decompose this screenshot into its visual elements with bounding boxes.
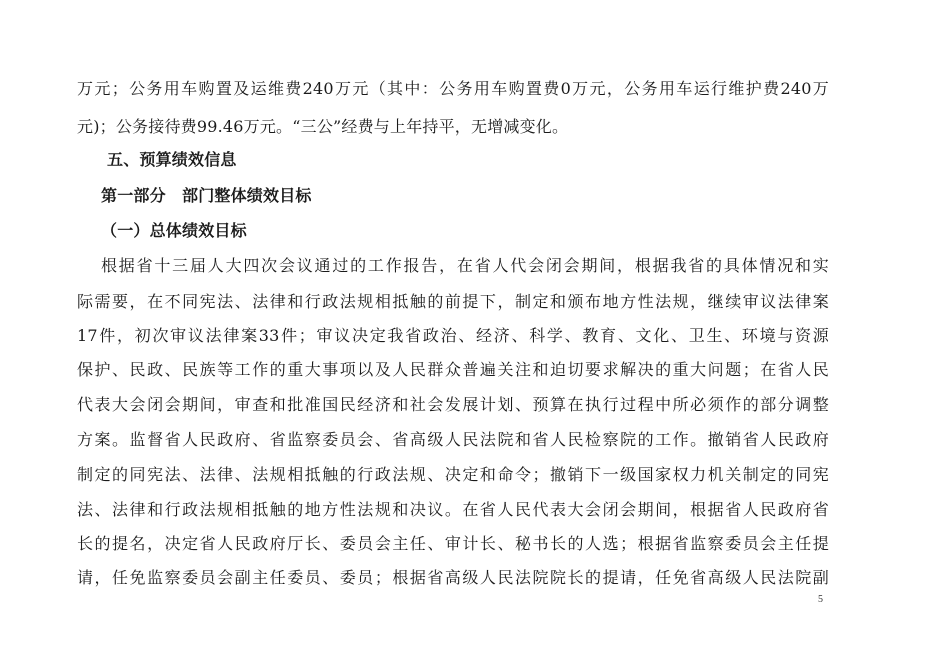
part-heading: 第一部分 部门整体绩效目标: [101, 186, 312, 205]
paragraph-line: 保护、民政、民族等工作的重大事项以及人民群众普遍关注和迫切要求解决的重大问题；在省人民: [77, 360, 829, 379]
subsection-heading: （一）总体绩效目标: [101, 221, 247, 240]
paragraph-line: 根据省十三届人大四次会议通过的工作报告，在省人代会闭会期间，根据我省的具体情况和实: [101, 256, 829, 275]
paragraph-line: 请，任免监察委员会副主任委员、委员；根据省高级人民法院院长的提请，任免省高级人民法院副: [77, 568, 829, 587]
paragraph-line: 方案。监督省人民政府、省监察委员会、省高级人民法院和省人民检察院的工作。撤销省人民政府: [77, 430, 829, 449]
text-line: 元)；公务接待费99.46万元。“三公”经费与上年持平，无增减变化。: [77, 117, 569, 136]
text-line: 万元；公务用车购置及运维费240万元（其中：公务用车购置费0万元，公务用车运行维护费240万: [77, 79, 829, 98]
paragraph-line: 长的提名，决定省人民政府厅长、委员会主任、审计长、秘书长的人选；根据省监察委员会主任提: [77, 534, 829, 553]
paragraph-line: 17件，初次审议法律案33件；审议决定我省政治、经济、科学、教育、文化、卫生、环境与资源: [77, 326, 829, 345]
paragraph-line: 法、法律和行政法规相抵触的地方性法规和决议。在省人民代表大会闭会期间，根据省人民政府省: [77, 500, 829, 519]
page-number: 5: [818, 594, 823, 605]
paragraph-line: 代表大会闭会期间，审查和批准国民经济和社会发展计划、预算在执行过程中所必须作的部分调整: [77, 395, 829, 414]
paragraph-line: 制定的同宪法、法律、法规相抵触的行政法规、决定和命令；撤销下一级国家权力机关制定的同宪: [77, 465, 829, 484]
paragraph-line: 际需要，在不同宪法、法律和行政法规相抵触的前提下，制定和颁布地方性法规，继续审议法律案: [77, 292, 829, 311]
section-heading: 五、预算绩效信息: [107, 150, 237, 169]
